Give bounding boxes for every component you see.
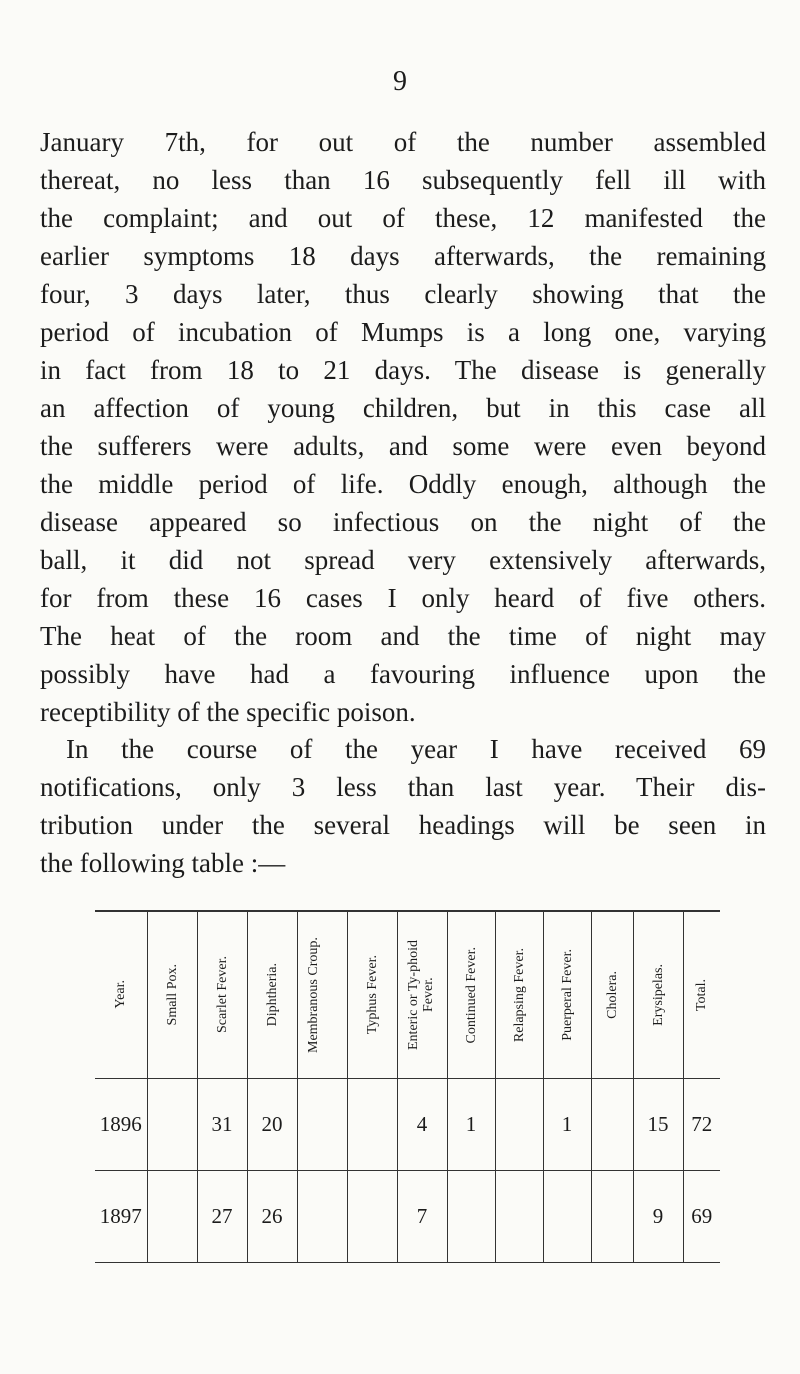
paragraph-mumps <box>40 123 766 731</box>
table-cell: 1 <box>543 1078 591 1170</box>
column-header: Total. <box>683 912 720 1078</box>
table-cell <box>297 1170 347 1262</box>
text-line: period of incubation of Mumps is a long one, varying <box>40 317 766 347</box>
table-cell: 1 <box>447 1078 495 1170</box>
table-cell: 1896 <box>95 1078 147 1170</box>
column-header: Typhus Fever. <box>347 912 397 1078</box>
table-cell <box>447 1170 495 1262</box>
column-header: Membranous Croup. <box>297 912 347 1078</box>
text-line: The heat of the room and the time of night may <box>40 621 766 651</box>
text-line: the complaint; and out of these, 12 manifested the <box>40 203 766 233</box>
table-cell: 1897 <box>95 1170 147 1262</box>
table-row <box>95 1078 720 1170</box>
text-line: in fact from 18 to 21 days. The disease is generally <box>40 355 766 385</box>
text-line: an affection of young children, but in this case all <box>40 393 766 423</box>
table-cell <box>147 1078 197 1170</box>
table-cell <box>495 1170 543 1262</box>
table-cell <box>297 1078 347 1170</box>
table-cell: 31 <box>197 1078 247 1170</box>
text-line: earlier symptoms 18 days afterwards, the remaining <box>40 241 766 271</box>
text-line: January 7th, for out of the number assembled <box>40 127 766 157</box>
page-number: 9 <box>393 66 407 97</box>
table-cell: 72 <box>683 1078 720 1170</box>
column-header: Erysipelas. <box>633 912 683 1078</box>
table-cell <box>347 1078 397 1170</box>
table-cell: 69 <box>683 1170 720 1262</box>
text-line: receptibility of the specific poison. <box>40 697 416 727</box>
text-line: four, 3 days later, thus clearly showing that the <box>40 279 766 309</box>
table-cell <box>495 1078 543 1170</box>
text-line: ball, it did not spread very extensively afterwards, <box>40 545 766 575</box>
text-line: thereat, no less than 16 subsequently fell ill with <box>40 165 766 195</box>
table-cell: 15 <box>633 1078 683 1170</box>
column-header: Relapsing Fever. <box>495 912 543 1078</box>
text-line: the following table :— <box>40 848 286 878</box>
paragraph-notifications <box>40 730 766 882</box>
table-cell <box>591 1170 633 1262</box>
table-cell: 7 <box>397 1170 447 1262</box>
column-header: Scarlet Fever. <box>197 912 247 1078</box>
column-header: Small Pox. <box>147 912 197 1078</box>
text-line: disease appeared so infectious on the night of the <box>40 507 766 537</box>
table-top-rule <box>95 910 720 912</box>
table-cell <box>543 1170 591 1262</box>
text-line: In the course of the year I have received 69 <box>66 734 766 764</box>
column-header: Diphtheria. <box>247 912 297 1078</box>
table-cell: 20 <box>247 1078 297 1170</box>
table-cell: 9 <box>633 1170 683 1262</box>
column-header: Puerperal Fever. <box>543 912 591 1078</box>
text-line: tribution under the several headings will be seen in <box>40 810 766 840</box>
table-cell <box>347 1170 397 1262</box>
column-header: Enteric or Ty-phoid Fever. <box>397 912 447 1078</box>
column-header: Cholera. <box>591 912 633 1078</box>
table-cell <box>591 1078 633 1170</box>
text-line: for from these 16 cases I only heard of five others. <box>40 583 766 613</box>
text-line: the sufferers were adults, and some were even beyond <box>40 431 766 461</box>
table-row <box>95 1170 720 1262</box>
table-cell <box>147 1170 197 1262</box>
column-header: Year. <box>95 912 147 1078</box>
text-line: notifications, only 3 less than last year. Their dis- <box>40 772 766 802</box>
text-line: the middle period of life. Oddly enough, although the <box>40 469 766 499</box>
notifications-table <box>95 912 720 1263</box>
table-header-row <box>95 912 720 1078</box>
table-cell: 4 <box>397 1078 447 1170</box>
text-line: possibly have had a favouring influence upon the <box>40 659 766 689</box>
column-header: Continued Fever. <box>447 912 495 1078</box>
table-cell: 27 <box>197 1170 247 1262</box>
table-cell: 26 <box>247 1170 297 1262</box>
notifications-grid <box>95 912 720 1263</box>
